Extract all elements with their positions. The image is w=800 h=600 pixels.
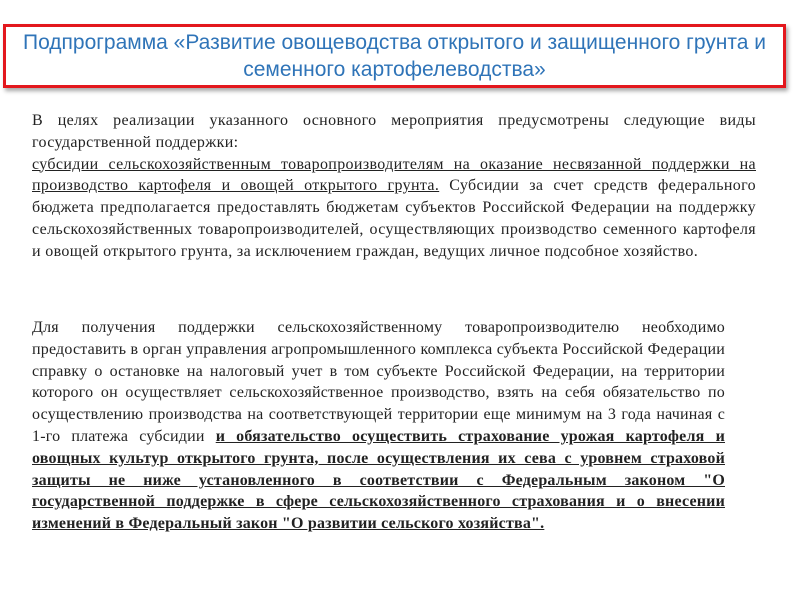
title-banner (3, 24, 786, 88)
requirements-text: Для получения поддержки сельскохозяйственному товаропроизводителю необходимо предоставить в орган управления агропромышленного комплекса субъекта Российской Федерации справку о остановке на налоговый учет в том субъекте Российской Федерации, на территории которого он осуществляет сельскохозяйственное производство, взять на себя обязательство по осуществлению производства на соответствующей территории еще минимум на 3 года начиная с 1-го платежа субсидии (32, 319, 725, 445)
insurance-obligation-text: и обязательство осуществить страхование урожая картофеля и овощных культур открытого грунта, после осуществления их сева с уровнем страховой защиты не ниже установленного в соответствии с Федеральным законом "О государственной поддержке в сфере сельскохозяйственного страхования и о внесении изменений в Федеральный закон "О развитии сельского хозяйства". (32, 427, 725, 533)
paragraph-support-types (32, 110, 756, 263)
subsidy-underlined-text: субсидии сельскохозяйственным товаропроизводителям на оказание несвязанной поддержки на производство картофеля и овощей открытого грунта. (32, 155, 756, 195)
slide-title: Подпрограмма «Развитие овощеводства открытого и защищенного грунта и семенного картофелеводства» (22, 31, 767, 81)
paragraph-requirements (32, 317, 725, 535)
subsidy-details-text: Субсидии за счет средств федерального бюджета предполагается предоставлять бюджетам субъектов Российской Федерации на поддержку сельскохозяйственных товаропроизводителей, осуществляющих производство семенного картофеля и овощей открытого грунта, за исключением граждан, ведущих личное подсобное хозяйство. (32, 177, 756, 260)
paragraph-intro: В целях реализации указанного основного мероприятия предусмотрены следующие виды государственной поддержки: (32, 112, 756, 151)
